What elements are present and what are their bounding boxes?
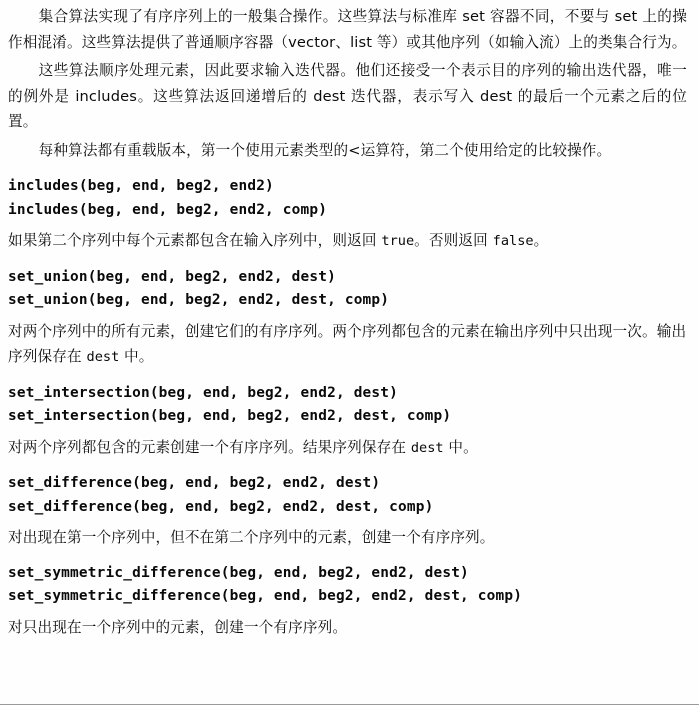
desc-text: 对两个序列中的所有元素，创建它们的有序序列。两个序列都包含的元素在输出序列中只出现一次。输出序列保存在 xyxy=(8,322,687,365)
paragraph-set-algorithms-overview: 集合算法实现了有序序列上的一般集合操作。这些算法与标准库 set 容器不同，不要与 set 上的操作相混淆。这些算法提供了普通顺序容器（vector、list 等）或其他序列（如输入流）上的类集合行为。 xyxy=(8,8,687,51)
code-signature: includes(beg, end, beg2, end2) xyxy=(8,178,274,194)
signature-list-set-difference xyxy=(8,472,687,519)
spacer xyxy=(8,257,687,266)
desc-mono: true xyxy=(381,233,415,249)
desc-text: 。 xyxy=(533,232,549,249)
intro-section xyxy=(8,4,687,163)
description-set-union xyxy=(8,319,687,371)
desc-text: 。否则返回 xyxy=(414,232,493,249)
desc-text: 中。 xyxy=(119,348,154,365)
algorithm-entry-set-union xyxy=(8,266,687,371)
desc-mono: dest xyxy=(410,439,444,456)
desc-mono: false xyxy=(492,233,534,249)
paragraph-iterator-requirements: 这些算法顺序处理元素，因此要求输入迭代器。他们还接受一个表示目的序列的输出迭代器，唯一的例外是 includes。这些算法返回递增后的 dest 迭代器，表示写入 dest 的最后一个元素之后的位置。 xyxy=(8,62,687,130)
code-signature: set_union(beg, end, beg2, end2, dest, comp) xyxy=(8,292,390,308)
algorithm-entry-set-symmetric-difference xyxy=(8,562,687,641)
spacer xyxy=(8,166,687,175)
algorithm-entry-set-intersection xyxy=(8,382,687,462)
desc-mono: dest xyxy=(86,349,120,365)
algorithm-entry-set-difference xyxy=(8,472,687,551)
spacer xyxy=(8,463,687,472)
desc-text: 对两个序列都包含的元素创建一个有序序列。结果序列保存在 xyxy=(8,438,411,456)
signature-list-set-union xyxy=(8,266,687,313)
description-set-intersection xyxy=(8,435,687,462)
code-signature: set_symmetric_difference(beg, end, beg2, end2, dest) xyxy=(8,564,469,581)
code-signature: set_union(beg, end, beg2, end2, dest) xyxy=(8,268,336,285)
code-signature: set_intersection(beg, end, beg2, end2, dest) xyxy=(8,384,399,401)
description-includes xyxy=(8,228,687,255)
code-signature: set_difference(beg, end, beg2, end2, dest) xyxy=(8,475,381,491)
code-signature: includes(beg, end, beg2, end2, comp) xyxy=(8,201,328,218)
code-signature: set_difference(beg, end, beg2, end2, dest, comp) xyxy=(8,498,434,515)
description-set-symmetric-difference: 对只出现在一个序列中的元素，创建一个有序序列。 xyxy=(8,618,348,636)
desc-text: 如果第二个序列中每个元素都包含在输入序列中，则返回 xyxy=(8,232,382,249)
code-signature: set_symmetric_difference(beg, end, beg2, end2, dest, comp) xyxy=(8,588,523,604)
signature-list-set-intersection xyxy=(8,382,687,429)
algorithm-entry-includes xyxy=(8,175,687,255)
signature-list-includes xyxy=(8,175,687,222)
description-set-difference: 对出现在第一个序列中，但不在第二个序列中的元素，创建一个有序序列。 xyxy=(8,529,495,546)
spacer xyxy=(8,553,687,562)
paragraph-overloads: 每种算法都有重载版本，第一个使用元素类型的<运算符，第二个使用给定的比较操作。 xyxy=(38,141,612,159)
signature-list-set-symmetric-difference xyxy=(8,562,687,609)
code-signature: set_intersection(beg, end, beg2, end2, dest, comp) xyxy=(8,408,452,424)
algorithm-entries xyxy=(8,175,687,640)
spacer xyxy=(8,373,687,382)
desc-text: 中。 xyxy=(443,438,478,456)
